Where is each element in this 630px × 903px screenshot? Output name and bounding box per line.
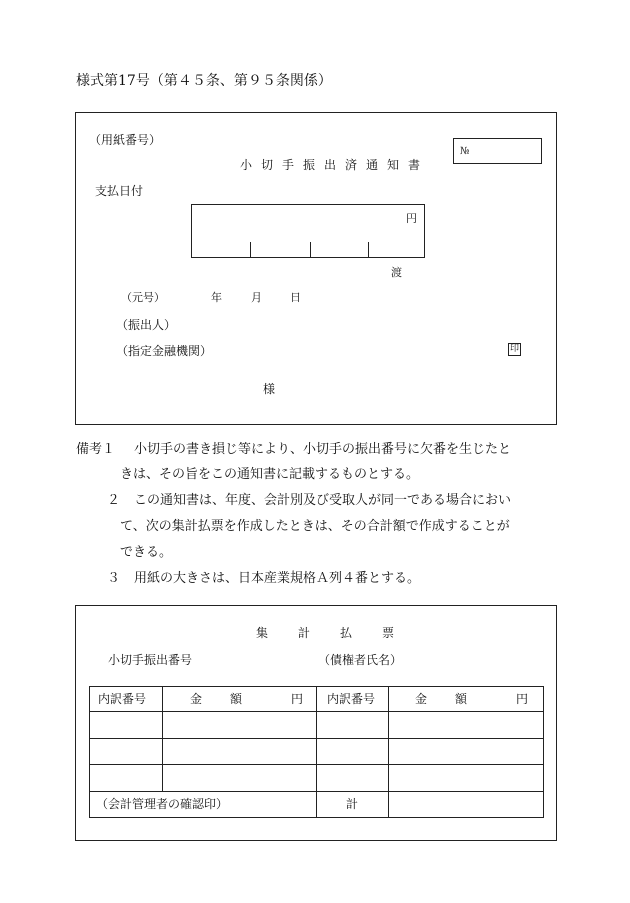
check-number-label: 小切手振出番号 <box>108 653 193 667</box>
seal-icon: 印 <box>509 344 519 354</box>
yen-label: 円 <box>406 212 417 225</box>
col-yen-1: 円 <box>291 692 304 706</box>
paper-number-label: （用紙番号） <box>89 133 162 147</box>
col-amount-2: 金 額 <box>415 692 476 706</box>
remark-2-line-1: この通知書は、年度、会計別及び受取人が同一である場合におい <box>134 493 512 508</box>
table-col-line-2 <box>316 686 317 818</box>
total-label: 計 <box>346 797 359 811</box>
remark-2-number: ２ <box>107 493 121 508</box>
watashi-label: 渡 <box>391 266 402 279</box>
remark-2-line-2: て、次の集計払票を作成したときは、その合計額で作成することが <box>120 519 510 534</box>
remark-1-line-2: きは、その旨をこの通知書に記載するものとする。 <box>120 467 420 482</box>
col-breakdown-1: 内訳番号 <box>98 692 147 706</box>
amount-tick-2 <box>310 242 311 258</box>
remark-1-line-1: 小切手の書き損じ等により、小切手の振出番号に欠番を生じたと <box>134 442 512 457</box>
remark-3-number: ３ <box>107 571 121 586</box>
year-label: 年 <box>211 291 222 304</box>
creditor-label: （債権者氏名） <box>318 653 403 667</box>
amount-tick-1 <box>250 242 251 258</box>
accounting-seal-label: （会計管理者の確認印） <box>96 797 229 811</box>
col-breakdown-2: 内訳番号 <box>327 692 376 706</box>
notice-title: 小切手振出済通知書 <box>240 158 430 172</box>
remark-2-line-3: できる。 <box>120 545 173 560</box>
summary-title: 集計払票 <box>256 626 425 640</box>
table-col-line-3 <box>388 686 389 818</box>
payment-date-label: 支払日付 <box>95 184 144 198</box>
sama-label: 様 <box>263 382 276 396</box>
amount-tick-3 <box>368 242 369 258</box>
era-label: （元号） <box>121 291 165 304</box>
bank-label: （指定金融機関） <box>116 344 213 358</box>
col-yen-2: 円 <box>516 692 529 706</box>
table-col-line-1 <box>162 686 163 791</box>
drawer-label: （振出人） <box>116 318 177 332</box>
remark-3-line-1: 用紙の大きさは、日本産業規格Ａ列４番とする。 <box>134 571 421 586</box>
form-header: 様式第17号（第４５条、第９５条関係） <box>76 73 332 89</box>
remark-1-prefix: 備考１ <box>76 442 116 457</box>
number-label: № <box>460 146 470 157</box>
col-amount-1: 金 額 <box>190 692 251 706</box>
month-label: 月 <box>251 291 262 304</box>
amount-box <box>191 204 425 258</box>
day-label: 日 <box>290 291 301 304</box>
